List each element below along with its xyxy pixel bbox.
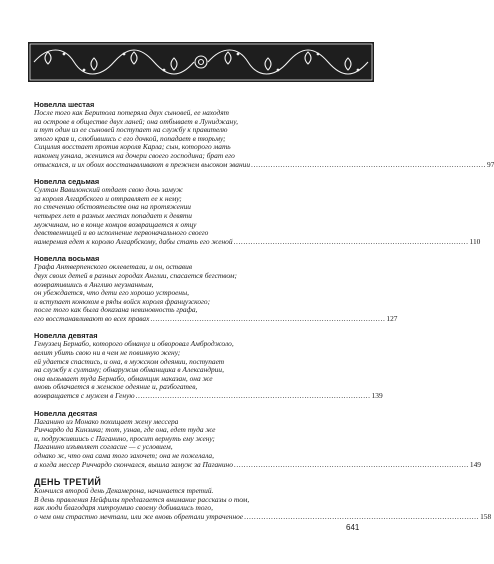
entry-last-line [34,236,481,247]
entry-line: Сицилия восстает против короля Карла; сын, которого мать [34,142,231,152]
entry-line: как люди благодаря хитроумию своему добивались того, [34,503,213,513]
entry-line: однако ж, что она сама того захочет; она не пожелала, [34,451,214,460]
decorative-header-ornament [28,42,374,82]
entry-line: он убеждается, что дети его хорошо устроены, [34,288,189,298]
page-ref: 149 [469,459,481,469]
entry-line: Генуэзец Бернабо, которого обманул и обворовал Амброджоло, [34,339,234,349]
entry-line: наконец узнала, женится на дочери своего господина; брат его [34,150,235,160]
entry-line: после того как была доказана невиновность графа, [34,305,198,315]
entry-line: а когда мессер Риччардо скончался, вышла замуж за Паганино [34,459,233,469]
entry-line: по стечению обстоятельств она на протяжении [34,202,192,212]
entry-line: Графа Антверпенского оклеветали, и он, оставив [34,262,193,272]
entry-line: Султан Вавилонский отдает свою дочь замуж [34,185,183,195]
entry-last-line [34,159,494,170]
entry-last-line [34,313,398,324]
entry-line: о чем они страстно мечтали, или же вновь обретали утраченное [34,511,244,521]
page-ref: 127 [386,313,398,323]
dot-leader: ................................................................................................ [244,511,480,521]
dot-leader: ................................................................................................ [233,236,469,246]
toc-entry-novella-8 [34,254,398,323]
entry-line: возвращается с мужем в Геную [34,391,135,401]
page-number: 641 [346,523,360,532]
dot-leader: ................................................................................................ [233,459,469,469]
entry-last-line [34,511,492,522]
entry-line: его восстанавливают во всех правах [34,313,150,323]
toc-entry-novella-7 [34,177,481,246]
entry-line: на острове в обществе двух ланей; она отбывает в Луниджану, [34,116,238,126]
entry-title: Новелла восьмая [34,254,100,264]
dot-leader: ................................................................................................ [135,391,371,401]
table-of-contents [34,100,494,530]
entry-line: за короля Алгарбского и отправляет ее к нему; [34,193,182,203]
page-ref: 158 [480,511,492,521]
dot-leader: ................................................................................................ [251,159,487,169]
entry-line: девственницей и во исполнение первоначального своего [34,228,209,238]
entry-title: Новелла десятая [34,408,98,418]
entry-line: Паганино изъявляет согласие — с условием, [34,442,173,452]
entry-line: этого края и, слюбившись с его дочкой, попадает в тюрьму; [34,133,226,143]
entry-last-line [34,459,481,470]
entry-line: на службу к султану; обнаружив обманщика в Александрии, [34,365,224,375]
dot-leader: ................................................................................................ [150,313,386,323]
entry-line: В день правления Нейфилы предлагается внимание рассказы о том, [34,494,250,504]
page-ref: 110 [469,236,481,246]
page-ref: 97 [487,159,494,169]
entry-line: После того как Беритола потеряла двух сыновей, ее находят [34,108,229,117]
entry-title: Новелла девятая [34,331,98,341]
entry-last-line [34,391,383,401]
entry-line: Кончился второй день Декамерона, начинается третий. [34,486,214,496]
entry-line: и, подружившись с Паганино, просит вернуть ему жену; [34,433,215,443]
entry-line: и тут один из ее сыновей поступает на службу к правителю [34,125,228,135]
toc-entry-novella-10 [34,408,481,470]
entry-title: Новелла седьмая [34,177,100,187]
entry-line: ей удается спастись, и она, в мужском одеянии, поступает [34,356,225,366]
toc-entry-novella-6 [34,100,494,169]
entry-line: Риччардо да Кинзика; тот, узнав, где она, едет туда же [34,425,216,435]
entry-title: Новелла шестая [34,100,95,109]
entry-line: велит убить свою ни в чем не повинную жену; [34,348,181,358]
entry-line: двух своих детей в разных городах Англии, спасается бегством; [34,270,237,280]
entry-line: четырех лет в разных местах попадает к девяти [34,210,192,220]
entry-line: отыскался, и их обоих восстанавливают в прежнем высоком звании [34,159,251,169]
toc-entry-day-three [34,477,492,521]
entry-line: возвратившись в Англию неузнанным, [34,279,154,289]
entry-line: намерения едет к королю Алгарбскому, дабы стать его женой [34,236,233,246]
page-ref: 139 [371,391,383,401]
entry-line: Паганино из Монако похищает жену мессера [34,416,179,426]
entry-line: и вступает конюхом в ряды войск короля французского; [34,296,211,306]
entry-line: она вызывает туда Бернабо, обманщик наказан, она же [34,373,213,383]
entry-line: вновь облачается в женское одеяние и, разбогатев, [34,382,198,392]
day-title: ДЕНЬ ТРЕТИЙ [34,477,102,488]
entry-line: мужчинам, но в конце концов возвращается к отцу [34,219,197,229]
toc-entry-novella-9 [34,331,383,401]
